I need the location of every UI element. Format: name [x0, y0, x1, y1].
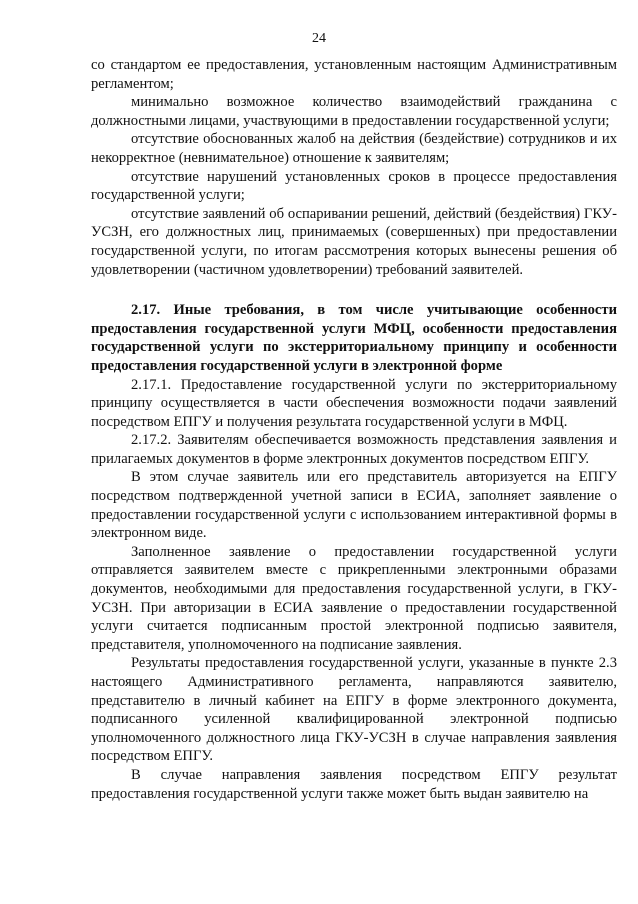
- page-number: 24: [312, 31, 326, 46]
- paragraph-criterion-interactions: минимально возможное количество взаимодействий гражданина с должностными лицами, участвующими в предоставлении государственной услуги;: [91, 94, 617, 129]
- page-body: [91, 56, 617, 803]
- paragraph-criterion-complaints: отсутствие обоснованных жалоб на действия (бездействие) сотрудников и их некорректное (невнимательное) отношение к заявителям;: [91, 131, 617, 166]
- paragraph-criterion-deadlines: отсутствие нарушений установленных сроков в процессе предоставления государственной услуги;: [91, 168, 617, 204]
- paragraph-result-delivery: В случае направления заявления посредством ЕПГУ результат предоставления государственной услуги также может быть выдан заявителю на: [91, 766, 617, 802]
- paragraph-authorization: В этом случае заявитель или его представитель авторизуется на ЕПГУ посредством подтвержденной учетной записи в ЕСИА, заполняет заявление о предоставлении государственной услуги с использованием интерактивной формы в электронном виде.: [91, 469, 617, 542]
- paragraph-results: Результаты предоставления государственной услуги, указанные в пункте 2.3 настоящего Административного регламента, направляются заявителю, представителю в личный кабинет на ЕПГУ в форме электронного документа, подписанного усиленной квалифицированной электронной подписью уполномоченного должностного лица ГКУ-УСЗН в случае направления заявления посредством ЕПГУ.: [91, 655, 617, 765]
- paragraph-submission: Заполненное заявление о предоставлении государственной услуги отправляется заявителем вместе с прикрепленными электронными образами документов, необходимыми для предоставления государственной услуги, в ГКУ-УСЗН. При авторизации в ЕСИА заявление о предоставлении государственной услуги считается подписанным простой электронной подписью заявителя, представителя, уполномоченного на подписание заявления.: [91, 543, 617, 653]
- paragraph-criterion-appeals: отсутствие заявлений об оспаривании решений, действий (бездействия) ГКУ-УСЗН, его должностных лиц, принимаемых (совершенных) при предоставлении государственной услуги, по итогам рассмотрения которых вынесены решения об удовлетворении (частичном удовлетворении) требований заявителей.: [91, 205, 617, 278]
- paragraph-continuation: со стандартом ее предоставления, установленным настоящим Административным регламентом;: [91, 57, 617, 92]
- section-heading: 2.17. Иные требования, в том числе учитывающие особенности предоставления государственной услуги МФЦ, особенности предоставления государственной услуги по экстерриториальному принципу и особенности предоставления государственной услуги в электронной форме: [91, 302, 617, 374]
- paragraph-2-17-1: 2.17.1. Предоставление государственной услуги по экстерриториальному принципу осуществляется в части обеспечения возможности подачи заявлений посредством ЕПГУ и получения результата государственной услуги в МФЦ.: [91, 376, 617, 430]
- paragraph-2-17-2: 2.17.2. Заявителям обеспечивается возможность представления заявления и прилагаемых документов в форме электронных документов посредством ЕПГУ.: [91, 432, 617, 467]
